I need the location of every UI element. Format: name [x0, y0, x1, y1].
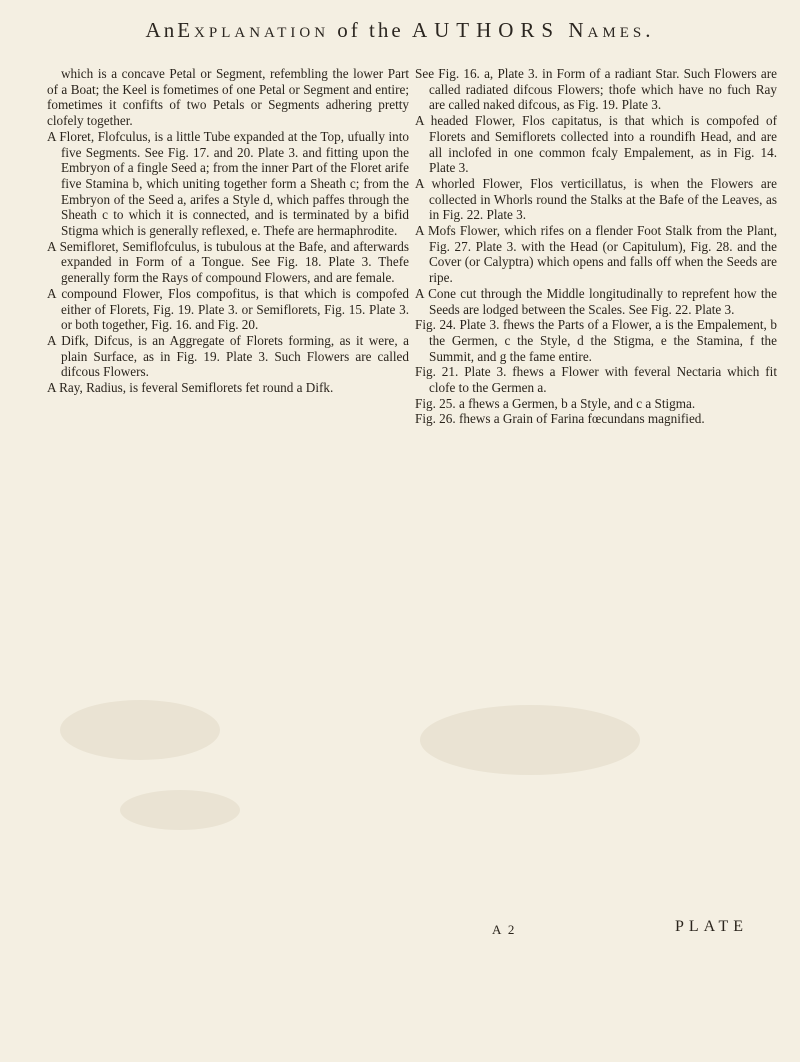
entry-whorled-flower: A whorled Flower, Flos verticillatus, is when the Flowers are collected in Whorls round the Stalks at the Bafe of the Leaves, as in Fig. 22. Plate 3. [415, 175, 777, 223]
signature-mark: A 2 [492, 922, 517, 937]
running-head-explanation: Explanation [177, 18, 330, 42]
entry-fig-26: Fig. 26. fhews a Grain of Farina fœcundans magnified. [415, 411, 705, 427]
entry-fig-25: Fig. 25. a fhews a Germen, b a Style, and c a Stigma. [415, 395, 696, 411]
running-head-an: An [145, 18, 178, 42]
entry-cone: A Cone cut through the Middle longitudinally to reprefent how the Seeds are lodged between the Scales. See Fig. 22. Plate 3. [415, 285, 777, 317]
entry-floret: A Floret, Flofculus, is a little Tube expanded at the Top, ufually into five Segments. See Fig. 17. and 20. Plate 3. and fitting upon the Embryon of a fingle Seed a; from the inner Part of the Floret arife five Stamina b, which uniting together form a Sheath c; from the Embryon of the Seed a, arifes a Style d, which paffes through the Sheath c to which it is connected, and is terminated by a bifid Stigma which is generally reflexed, e. Thefe are hermaphrodite. [47, 128, 409, 239]
running-head [0, 18, 800, 43]
entry-headed-flower: A headed Flower, Flos capitatus, is that which is compofed of Florets and Semiflorets collected into a roundifh Head, and are all inclofed in one common fcaly Empalement, as in Fig. 14. Plate 3. [415, 113, 777, 176]
paper-stain [60, 700, 220, 760]
entry-semifloret: A Semifloret, Semiflofculus, is tubulous at the Bafe, and afterwards expanded in Form of a Tongue. See Fig. 18. Plate 3. Thefe generally form the Rays of compound Flowers, and are female. [47, 238, 409, 286]
paper-stain [420, 705, 640, 775]
running-head-names: Names. [568, 18, 655, 42]
right-column [415, 66, 777, 427]
running-head-of-the: of the [337, 18, 404, 42]
entry-compound-flower: A compound Flower, Flos compofitus, is that which is compofed either of Florets, Fig. 19. Plate 3. or Semiflorets, Fig. 15. Plate 3. or both together, Fig. 16. and Fig. 20. [47, 285, 409, 333]
entry-keel-continued: which is a concave Petal or Segment, refembling the lower Part of a Boat; the Keel is fometimes of one Petal or Segment and entire; fometimes it confifts of two Petals or Segments adhering pretty clofely together. [47, 66, 409, 129]
left-column [47, 66, 409, 396]
entry-fig-21: Fig. 21. Plate 3. fhews a Flower with feveral Nectaria which fit clofe to the Germen a. [415, 364, 777, 396]
entry-fig-24: Fig. 24. Plate 3. fhews the Parts of a Flower, a is the Empalement, b the Germen, c the Style, d the Stigma, e the Stamina, f the Summit, and g the fame entire. [415, 317, 777, 364]
paper-stain [120, 790, 240, 830]
entry-moss-flower: A Mofs Flower, which rifes on a flender Foot Stalk from the Plant, Fig. 27. Plate 3. with the Head (or Capitulum), Fig. 28. and the Cover (or Calyptra) which opens and falls off when the Seeds are ripe. [415, 223, 777, 286]
running-head-authors: AUTHORS [411, 18, 561, 42]
entry-disk: A Difk, Difcus, is an Aggregate of Florets forming, as it were, a plain Surface, as in Fig. 19. Plate 3. Such Flowers are called difcous Flowers. [47, 332, 409, 380]
entry-ray-continued: See Fig. 16. a, Plate 3. in Form of a radiant Star. Such Flowers are called radiated difcous Flowers; thofe which have no fuch Ray are called naked difcous, as Fig. 19. Plate 3. [415, 66, 777, 113]
catchword: PLATE [675, 918, 748, 935]
entry-ray: A Ray, Radius, is feveral Semiflorets fet round a Difk. [47, 380, 334, 396]
